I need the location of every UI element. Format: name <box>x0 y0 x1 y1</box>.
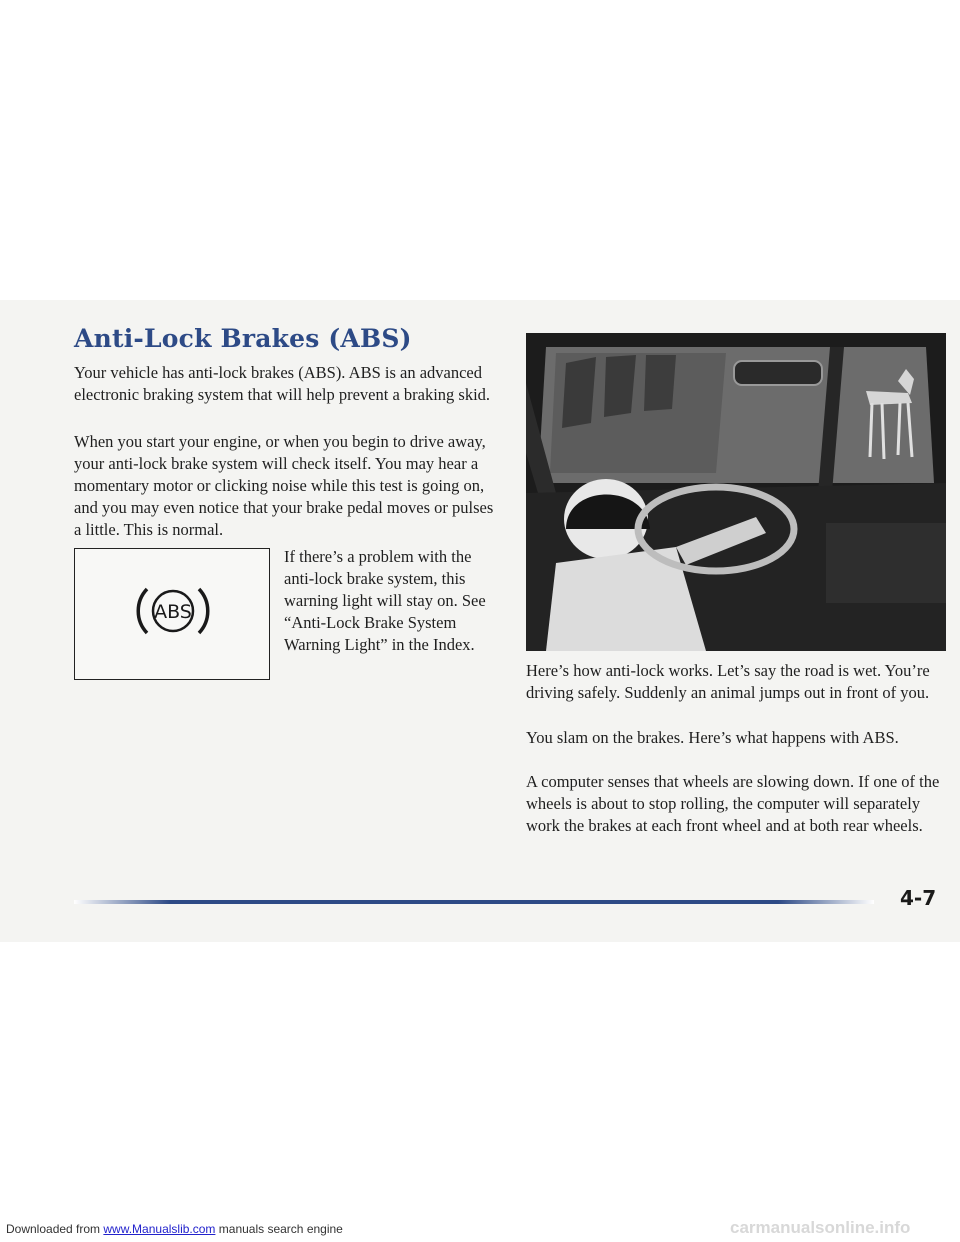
footer-suffix: manuals search engine <box>215 1222 343 1236</box>
watermark: carmanualsonline.info <box>730 1218 911 1237</box>
download-footer <box>6 1222 343 1236</box>
footer-prefix: Downloaded from <box>6 1222 104 1236</box>
manualslib-link[interactable]: www.Manualslib.com <box>103 1222 216 1236</box>
section-title: Anti-Lock Brakes (ABS) <box>74 324 412 353</box>
abs-warning-icon <box>125 575 221 647</box>
page-number: 4-7 <box>900 886 937 910</box>
how-it-works-paragraph: Here’s how anti-lock works. Let’s say the road is wet. You’re driving safely. Suddenly an animal jumps out in front of you. <box>526 661 930 702</box>
warning-light-box <box>74 548 270 680</box>
driver-deer-illustration <box>526 333 946 651</box>
slam-brakes-paragraph: You slam on the brakes. Here’s what happens with ABS. <box>526 728 899 747</box>
self-check-paragraph: When you start your engine, or when you begin to drive away, your anti-lock brake system will check itself. You may hear a momentary motor or clicking noise while this test is going on, and you may even notice that your brake pedal moves or pulses a little. This is normal. <box>74 432 494 539</box>
abs-icon-label: ABS <box>154 601 192 623</box>
page-divider <box>74 900 874 904</box>
computer-senses-paragraph: A computer senses that wheels are slowing down. If one of the wheels is about to stop rolling, the computer will separately work the brakes at each front wheel and at both rear wheels. <box>526 772 940 835</box>
intro-paragraph: Your vehicle has anti-lock brakes (ABS). ABS is an advanced electronic braking system that will help prevent a braking skid. <box>74 363 491 404</box>
warning-light-paragraph: If there’s a problem with the anti-lock brake system, this warning light will stay on. See “Anti-Lock Brake System Warning Light” in the Index. <box>284 547 486 654</box>
